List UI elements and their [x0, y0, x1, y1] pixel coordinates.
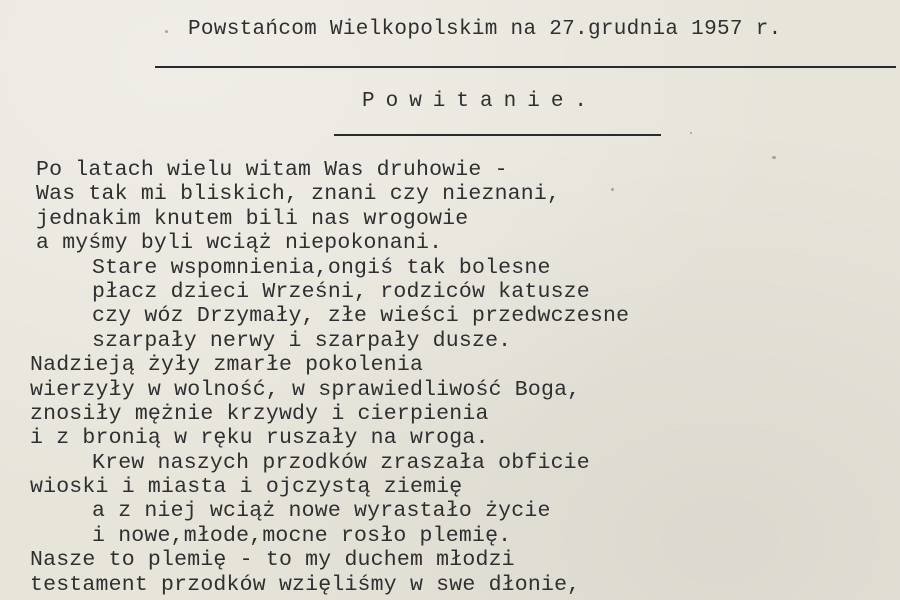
- paper-speck: [165, 30, 168, 33]
- poem-line: płacz dzieci Wrześni, rodziców katusze: [92, 279, 590, 304]
- poem-body: [30, 158, 890, 597]
- poem-line: Nasze to plemię - to my duchem młodzi: [30, 548, 515, 573]
- poem-line: Stare wspomnienia,ongiś tak bolesne: [92, 255, 551, 280]
- poem-line: wioski i miasta i ojczystą ziemię: [30, 475, 463, 500]
- poem-line: znosiły mężnie krzywdy i cierpienia: [30, 401, 489, 426]
- dedication-header: Powstańcom Wielkopolskim na 27.grudnia 1957 r.: [188, 18, 782, 41]
- poem-line: a myśmy byli wciąż niepokonani.: [36, 231, 443, 256]
- poem-line: Was tak mi bliskich, znani czy nieznani,: [36, 182, 561, 207]
- poem-line: szarpały nerwy i szarpały dusze.: [92, 328, 512, 353]
- poem-line: czy wóz Drzymały, złe wieści przedwczesne: [92, 304, 630, 329]
- poem-line: jednakim knutem bili nas wrogowie: [36, 206, 469, 231]
- poem-line: i z bronią w ręku ruszały na wroga.: [30, 426, 489, 451]
- poem-line: i nowe,młode,mocne rosło plemię.: [92, 523, 512, 548]
- poem-line: a z niej wciąż nowe wyrastało życie: [92, 499, 551, 524]
- paper-speck: [772, 156, 776, 159]
- poem-line: Nadzieją żyły zmarłe pokolenia: [30, 353, 424, 378]
- poem-line: wierzyły w wolność, w sprawiedliwość Boga,: [30, 377, 581, 402]
- poem-line: Krew naszych przodków zraszała obficie: [92, 450, 590, 475]
- title-underline: [334, 134, 661, 136]
- paper-speck: [611, 188, 614, 191]
- poem-line: testament przodków wzięliśmy w swe dłonie,: [30, 572, 581, 597]
- paper-speck: [690, 132, 692, 134]
- header-rule: [155, 66, 896, 68]
- poem-line: Po latach wielu witam Was druhowie -: [36, 158, 508, 182]
- poem-title: Powitanie.: [362, 90, 599, 113]
